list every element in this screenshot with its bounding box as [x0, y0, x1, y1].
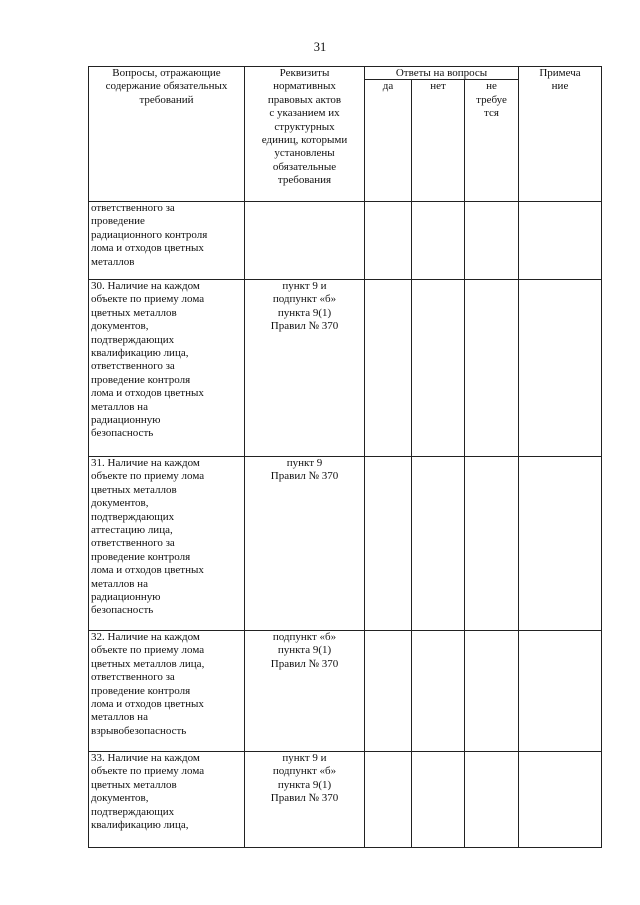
table-row	[89, 280, 602, 457]
table-row	[89, 202, 602, 280]
notes-cell[interactable]	[519, 631, 602, 752]
table-row	[89, 457, 602, 631]
requirements-table	[88, 66, 602, 848]
table-header-row	[89, 67, 602, 80]
answer-no-cell[interactable]	[412, 752, 465, 848]
header-no: нет	[412, 80, 465, 202]
question-cell: 32. Наличие на каждом объекте по приему лома цветных металлов лица, ответственного за проведение контроля лома и отходов цветных металлов на взрывобезопасность	[89, 631, 245, 752]
requisite-cell	[245, 202, 365, 280]
header-answers: Ответы на вопросы	[365, 67, 519, 80]
answer-no-cell[interactable]	[412, 280, 465, 457]
question-cell: 31. Наличие на каждом объекте по приему лома цветных металлов документов, подтверждающих аттестацию лица, ответственного за проведение контроля лома и отходов цветных металлов на радиационную безопасность	[89, 457, 245, 631]
header-notes: Примеча ние	[519, 67, 602, 202]
page-number: 31	[313, 40, 327, 54]
answer-yes-cell[interactable]	[365, 752, 412, 848]
requisite-cell: подпункт «б» пункта 9(1) Правил № 370	[245, 631, 365, 752]
requisite-cell: пункт 9 и подпункт «б» пункта 9(1) Правил № 370	[245, 752, 365, 848]
notes-cell[interactable]	[519, 202, 602, 280]
answer-not-required-cell[interactable]	[465, 202, 519, 280]
table-row	[89, 631, 602, 752]
answer-no-cell[interactable]	[412, 457, 465, 631]
answer-not-required-cell[interactable]	[465, 752, 519, 848]
notes-cell[interactable]	[519, 752, 602, 848]
answer-yes-cell[interactable]	[365, 280, 412, 457]
header-requisites: Реквизиты нормативных правовых актов с указанием их структурных единиц, которыми установлены обязательные требования	[245, 67, 365, 202]
answer-yes-cell[interactable]	[365, 631, 412, 752]
answer-not-required-cell[interactable]	[465, 457, 519, 631]
answer-yes-cell[interactable]	[365, 457, 412, 631]
answer-no-cell[interactable]	[412, 631, 465, 752]
answer-no-cell[interactable]	[412, 202, 465, 280]
requisite-cell: пункт 9 Правил № 370	[245, 457, 365, 631]
notes-cell[interactable]	[519, 280, 602, 457]
requisite-cell: пункт 9 и подпункт «б» пункта 9(1) Правил № 370	[245, 280, 365, 457]
answer-yes-cell[interactable]	[365, 202, 412, 280]
question-cell: 33. Наличие на каждом объекте по приему лома цветных металлов документов, подтверждающих квалификацию лица,	[89, 752, 245, 848]
header-not-required: не требуе тся	[465, 80, 519, 202]
answer-not-required-cell[interactable]	[465, 631, 519, 752]
notes-cell[interactable]	[519, 457, 602, 631]
question-cell: ответственного за проведение радиационного контроля лома и отходов цветных металлов	[89, 202, 245, 280]
header-yes: да	[365, 80, 412, 202]
header-questions: Вопросы, отражающие содержание обязательных требований	[89, 67, 245, 202]
answer-not-required-cell[interactable]	[465, 280, 519, 457]
question-cell: 30. Наличие на каждом объекте по приему лома цветных металлов документов, подтверждающих квалификацию лица, ответственного за проведение контроля лома и отходов цветных металлов на радиационную безопасность	[89, 280, 245, 457]
table-row	[89, 752, 602, 848]
